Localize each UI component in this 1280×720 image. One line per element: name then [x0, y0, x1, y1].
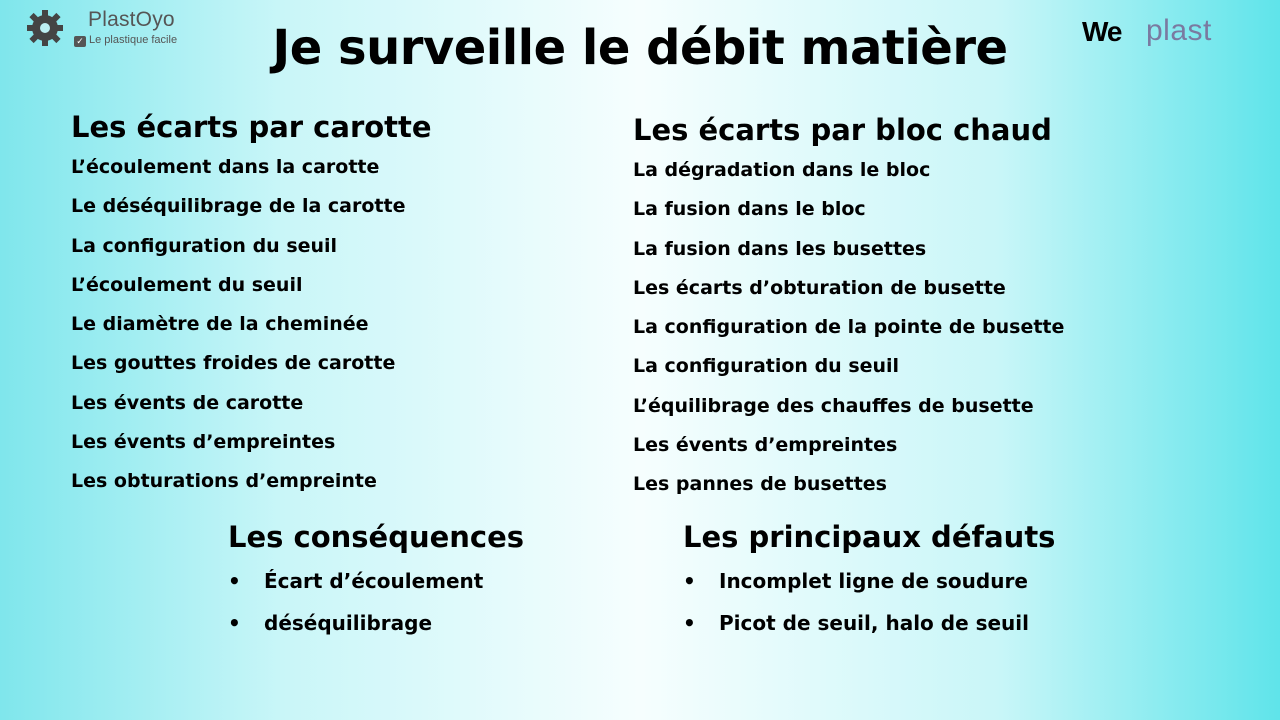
defects-section — [683, 520, 1055, 644]
list-item: Les obturations d’empreinte — [71, 470, 377, 493]
list-item: Les gouttes froides de carotte — [71, 352, 396, 375]
list-item: L’équilibrage des chauffes de busette — [633, 394, 1034, 417]
list-item: Les évents d’empreintes — [71, 431, 336, 454]
list-item: • déséquilibrage — [228, 602, 524, 644]
list-item: La configuration du seuil — [633, 355, 900, 378]
bullet-icon: • — [683, 569, 696, 593]
bullet-icon: • — [228, 569, 241, 593]
list-item: La configuration du seuil — [71, 234, 338, 257]
brand-name: PlastOyo — [88, 8, 175, 31]
list-item: • Écart d’écoulement — [228, 560, 524, 602]
consequences-heading: Les conséquences — [228, 520, 525, 554]
list-item: • Picot de seuil, halo de seuil — [683, 602, 1055, 644]
sprue-heading: Les écarts par carotte — [71, 110, 432, 144]
list-item: Le déséquilibrage de la carotte — [71, 195, 406, 218]
list-item: La fusion dans les busettes — [633, 237, 927, 260]
hot-runner-list — [633, 151, 1064, 505]
bullet-icon: • — [228, 611, 241, 635]
page-title: Je surveille le débit matière — [272, 20, 1008, 76]
checkbox-icon: ✓ — [74, 36, 86, 47]
list-item: Les évents de carotte — [71, 391, 304, 414]
list-item: L’écoulement dans la carotte — [71, 156, 380, 178]
brand-tagline: ✓ Le plastique facile — [74, 34, 177, 47]
sprue-list — [71, 148, 432, 502]
list-item: Le diamètre de la cheminée — [71, 313, 369, 336]
bullet-icon: • — [683, 611, 696, 635]
list-item: L’écoulement du seuil — [71, 273, 303, 296]
hot-runner-section — [633, 113, 1064, 505]
list-item: Les écarts d’obturation de busette — [633, 276, 1006, 299]
hot-runner-heading: Les écarts par bloc chaud — [633, 113, 1052, 147]
defects-heading: Les principaux défauts — [683, 520, 1056, 554]
list-item: • Incomplet ligne de soudure — [683, 560, 1055, 602]
weplast-mark: We — [1082, 16, 1122, 47]
list-item: Les évents d’empreintes — [633, 434, 898, 457]
list-item: La fusion dans le bloc — [633, 198, 866, 221]
defects-list — [683, 560, 1055, 644]
weplast-text: plast — [1146, 14, 1212, 47]
consequences-list — [228, 560, 524, 644]
sprue-section — [71, 110, 432, 502]
list-item: Les pannes de busettes — [633, 473, 887, 496]
list-item: La dégradation dans le bloc — [633, 159, 931, 181]
consequences-section — [228, 520, 524, 644]
list-item: La configuration de la pointe de busette — [633, 316, 1065, 339]
